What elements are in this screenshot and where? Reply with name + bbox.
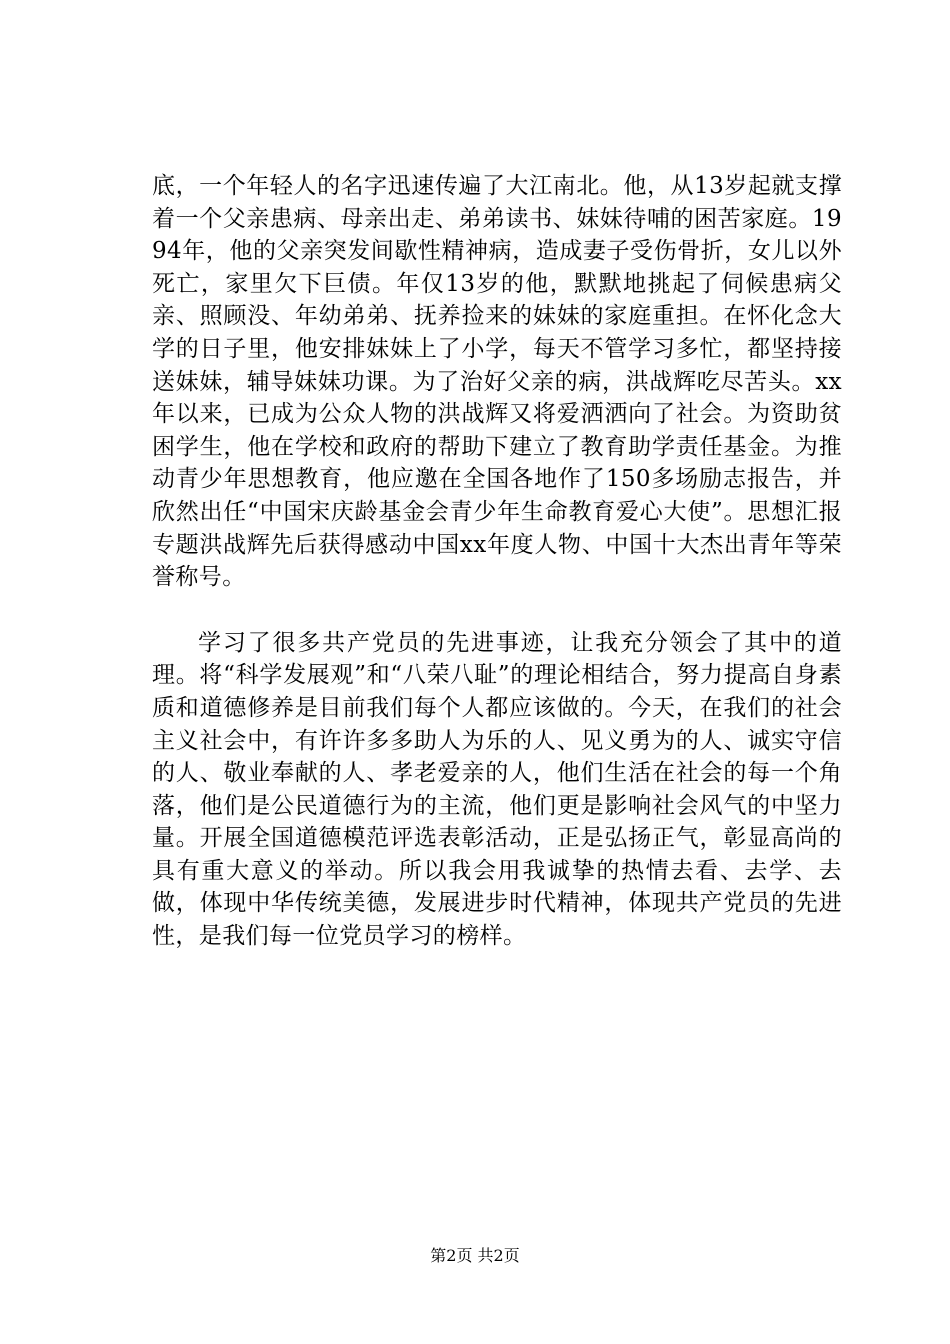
- paragraph-2: 学习了很多共产党员的先进事迹，让我充分领会了其中的道理。将“科学发展观”和“八荣八耻”的理论相结合，努力提高自身素质和道德修养是目前我们每个人都应该做的。今天，在我们的社会主义社会中，有许许多多助人为乐的人、见义勇为的人、诚实守信的人、敬业奉献的人、孝老爱亲的人，他们生活在社会的每一个角落，他们是公民道德行为的主流，他们更是影响社会风气的中坚力量。开展全国道德模范评选表彰活动，正是弘扬正气，彰显高尚的具有重大意义的举动。所以我会用我诚挚的热情去看、去学、去做，体现中华传统美德，发展进步时代精神，体现共产党员的先进性，是我们每一位党员学习的榜样。: [152, 629, 842, 950]
- paragraph-1: 底，一个年轻人的名字迅速传遍了大江南北。他，从13岁起就支撑着一个父亲患病、母亲出走、弟弟读书、妹妹待哺的困苦家庭。1994年，他的父亲突发间歇性精神病，造成妻子受伤骨折，女儿以外死亡，家里欠下巨债。年仅13岁的他，默默地挑起了伺候患病父亲、照顾没、年幼弟弟、抚养捡来的妹妹的家庭重担。在怀化念大学的日子里，他安排妹妹上了小学，每天不管学习多忙，都坚持接送妹妹，辅导妹妹功课。为了治好父亲的病，洪战辉吃尽苦头。xx年以来，已成为公众人物的洪战辉又将爱洒洒向了社会。为资助贫困学生，他在学校和政府的帮助下建立了教育助学责任基金。为推动青少年思想教育，他应邀在全国各地作了150多场励志报告，并欣然出任“中国宋庆龄基金会青少年生命教育爱心大使”。思想汇报专题洪战辉先后获得感动中国xx年度人物、中国十大杰出青年等荣誉称号。: [152, 173, 842, 591]
- page-footer: 第2页 共2页: [430, 1246, 520, 1265]
- document-body: [152, 170, 842, 953]
